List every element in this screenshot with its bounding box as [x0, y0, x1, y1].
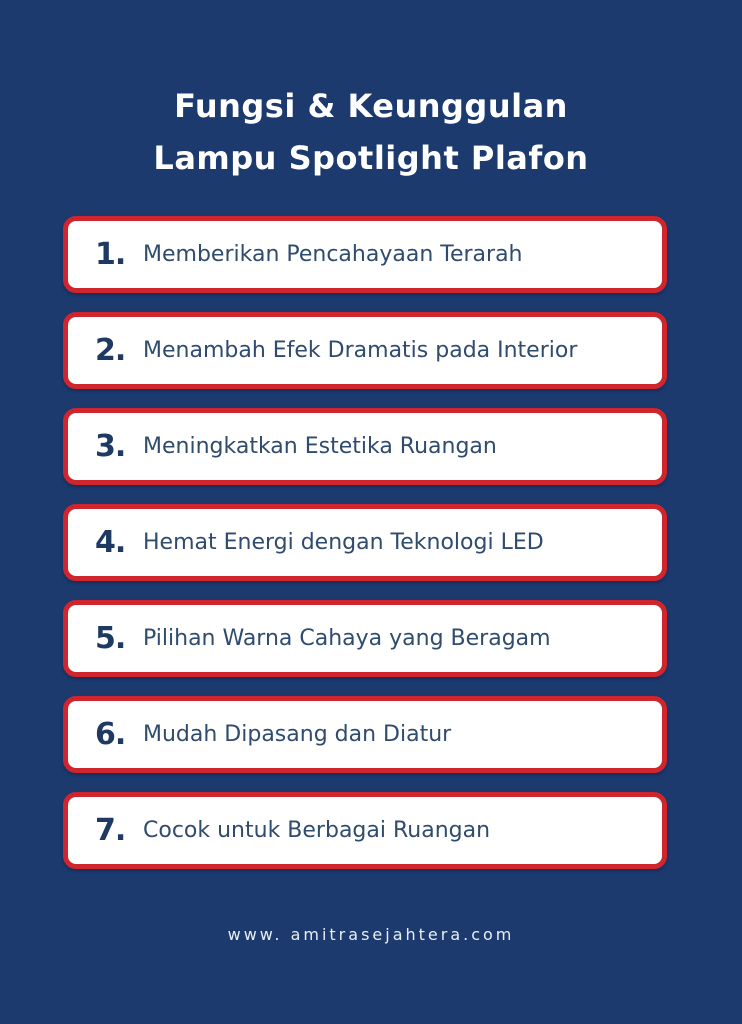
list-item [63, 216, 667, 293]
list-item [63, 504, 667, 581]
list-item-number: 3. [95, 428, 126, 464]
list-item-label: Memberikan Pencahayaan Terarah [143, 242, 523, 267]
list-item-label: Meningkatkan Estetika Ruangan [143, 434, 497, 459]
list-item [63, 696, 667, 773]
list-item-number: 7. [95, 812, 126, 848]
list-item-label: Mudah Dipasang dan Diatur [143, 722, 452, 747]
list-item [63, 600, 667, 677]
list-item-label: Pilihan Warna Cahaya yang Beragam [143, 626, 551, 651]
list-item-number: 5. [95, 620, 126, 656]
list-item-number: 4. [95, 524, 126, 560]
page-title-line2: Lampu Spotlight Plafon [153, 139, 589, 177]
list-item-number: 2. [95, 332, 126, 368]
benefits-list [63, 216, 667, 869]
footer-website-url: www. amitrasejahtera.com [227, 925, 515, 944]
list-item [63, 408, 667, 485]
list-item-label: Hemat Energi dengan Teknologi LED [143, 530, 544, 555]
page-title [0, 0, 742, 184]
list-item-label: Menambah Efek Dramatis pada Interior [143, 338, 578, 363]
list-item-number: 1. [95, 236, 126, 272]
list-item-label: Cocok untuk Berbagai Ruangan [143, 818, 491, 843]
list-item-number: 6. [95, 716, 126, 752]
list-item [63, 312, 667, 389]
page-title-line1: Fungsi & Keunggulan [174, 87, 568, 125]
list-item [63, 792, 667, 869]
